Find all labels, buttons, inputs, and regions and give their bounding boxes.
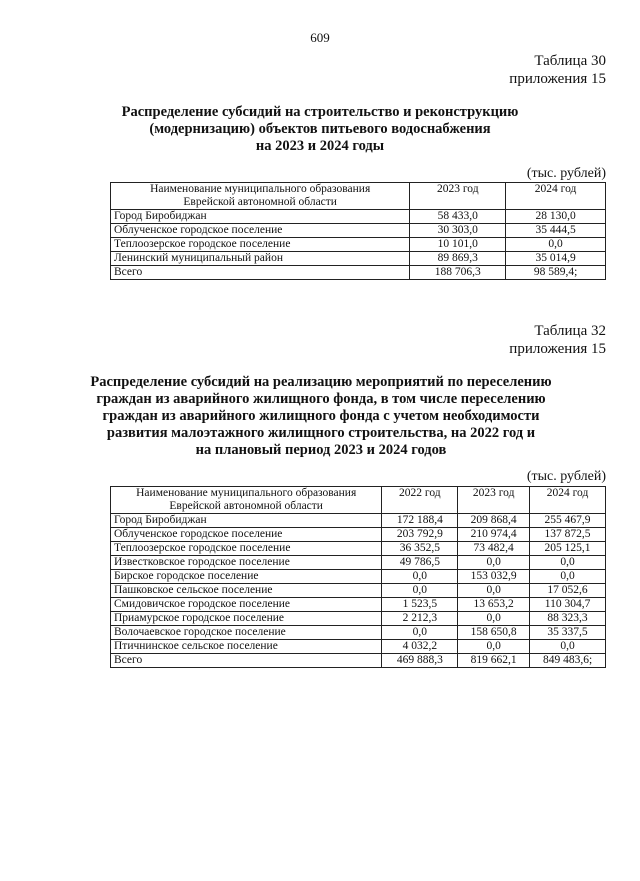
table-32-header-name-line2: Еврейской автономной области: [169, 500, 323, 512]
table-row: [111, 612, 606, 626]
row-name: Пашковское сельское поселение: [111, 584, 382, 598]
row-name: Облученское городское поселение: [111, 224, 410, 238]
row-name: Бирское городское поселение: [111, 570, 382, 584]
table-30-header-year: 2024 год: [506, 183, 606, 210]
table-row: [111, 556, 606, 570]
row-name: Птичнинское сельское поселение: [111, 640, 382, 654]
table-row: [111, 570, 606, 584]
row-value: 58 433,0: [410, 210, 506, 224]
table-30-header-name-line2: Еврейской автономной области: [183, 196, 337, 208]
row-value: 819 662,1: [458, 654, 530, 668]
row-name: Всего: [111, 654, 382, 668]
table-32-title-line3: граждан из аварийного жилищного фонда с учетом необходимости: [102, 408, 540, 424]
table-row: [111, 224, 606, 238]
row-value: 0,0: [458, 640, 530, 654]
table-32-title: [90, 374, 552, 459]
table-row: [111, 584, 606, 598]
table-30-label-line1: Таблица 30: [534, 53, 606, 69]
table-30-header-row: [111, 183, 606, 210]
row-name: Всего: [111, 266, 410, 280]
table-30-units: (тыс. рублей): [526, 166, 606, 181]
row-value: 110 304,7: [530, 598, 606, 612]
row-value: 88 323,3: [530, 612, 606, 626]
row-value: 28 130,0: [506, 210, 606, 224]
row-value: 205 125,1: [530, 542, 606, 556]
row-value: 49 786,5: [382, 556, 458, 570]
table-32-label-line2: приложения 15: [509, 341, 606, 357]
table-row: [111, 514, 606, 528]
table-30-title-line3: на 2023 и 2024 годы: [255, 138, 385, 154]
table-row: [111, 528, 606, 542]
table-32: [110, 486, 606, 668]
row-name: Город Биробиджан: [111, 514, 382, 528]
row-name: Смидовичское городское поселение: [111, 598, 382, 612]
table-row: [111, 238, 606, 252]
row-value: 137 872,5: [530, 528, 606, 542]
table-32-header-year: 2024 год: [530, 487, 606, 514]
row-value: 13 653,2: [458, 598, 530, 612]
row-value: 35 014,9: [506, 252, 606, 266]
table-32-header-name-line1: Наименование муниципального образования: [136, 487, 357, 499]
table-32-label: [509, 322, 606, 358]
row-value: 209 868,4: [458, 514, 530, 528]
table-32-title-line4: развития малоэтажного жилищного строительства, на 2022 год и: [106, 425, 536, 441]
table-32-header-year: 2022 год: [382, 487, 458, 514]
row-name: Облученское городское поселение: [111, 528, 382, 542]
table-30-header-year: 2023 год: [410, 183, 506, 210]
row-name: Теплоозерское городское поселение: [111, 238, 410, 252]
row-value: 849 483,6;: [530, 654, 606, 668]
row-value: 4 032,2: [382, 640, 458, 654]
row-value: 10 101,0: [410, 238, 506, 252]
table-30: [110, 182, 606, 280]
table-30-label-line2: приложения 15: [509, 71, 606, 87]
table-row: [111, 210, 606, 224]
row-value: 210 974,4: [458, 528, 530, 542]
row-name: Теплоозерское городское поселение: [111, 542, 382, 556]
table-32-title-line5: на плановый период 2023 и 2024 годов: [195, 442, 447, 458]
table-30-title-line2: (модернизацию) объектов питьевого водоснабжения: [149, 121, 491, 137]
table-32-title-line1: Распределение субсидий на реализацию мероприятий по переселению: [90, 374, 552, 390]
row-value: 0,0: [530, 556, 606, 570]
table-row: [111, 626, 606, 640]
row-value: 73 482,4: [458, 542, 530, 556]
table-row: [111, 640, 606, 654]
row-value: 0,0: [382, 584, 458, 598]
table-32-label-line1: Таблица 32: [534, 323, 606, 339]
row-value: 255 467,9: [530, 514, 606, 528]
row-value: 188 706,3: [410, 266, 506, 280]
row-name: Город Биробиджан: [111, 210, 410, 224]
row-value: 0,0: [382, 626, 458, 640]
table-32-header-row: [111, 487, 606, 514]
table-32-title-line2: граждан из аварийного жилищного фонда, в том числе переселению: [96, 391, 546, 407]
row-value: 0,0: [530, 640, 606, 654]
row-value: 0,0: [458, 556, 530, 570]
row-value: 30 303,0: [410, 224, 506, 238]
table-30-label: [509, 52, 606, 88]
table-30-header-name: [111, 183, 410, 210]
table-30-title-line1: Распределение субсидий на строительство и реконструкцию: [121, 104, 519, 120]
table-total-row: [111, 266, 606, 280]
row-value: 0,0: [530, 570, 606, 584]
row-value: 35 337,5: [530, 626, 606, 640]
row-name: Волочаевское городское поселение: [111, 626, 382, 640]
table-32-header-name: [111, 487, 382, 514]
row-value: 0,0: [382, 570, 458, 584]
table-row: [111, 252, 606, 266]
row-value: 158 650,8: [458, 626, 530, 640]
table-32-header-year: 2023 год: [458, 487, 530, 514]
row-value: 98 589,4;: [506, 266, 606, 280]
row-name: Ленинский муниципальный район: [111, 252, 410, 266]
row-value: 0,0: [506, 238, 606, 252]
table-32-units: (тыс. рублей): [526, 469, 606, 484]
row-value: 1 523,5: [382, 598, 458, 612]
row-value: 35 444,5: [506, 224, 606, 238]
row-value: 0,0: [458, 612, 530, 626]
table-row: [111, 542, 606, 556]
row-value: 36 352,5: [382, 542, 458, 556]
row-value: 469 888,3: [382, 654, 458, 668]
row-name: Приамурское городское поселение: [111, 612, 382, 626]
row-value: 203 792,9: [382, 528, 458, 542]
table-row: [111, 598, 606, 612]
row-value: 0,0: [458, 584, 530, 598]
table-30-header-name-line1: Наименование муниципального образования: [150, 183, 371, 195]
row-value: 89 869,3: [410, 252, 506, 266]
row-value: 172 188,4: [382, 514, 458, 528]
table-total-row: [111, 654, 606, 668]
row-value: 17 052,6: [530, 584, 606, 598]
row-value: 2 212,3: [382, 612, 458, 626]
table-30-title: [100, 104, 540, 155]
page-number: 609: [310, 30, 330, 45]
row-name: Известковское городское поселение: [111, 556, 382, 570]
row-value: 153 032,9: [458, 570, 530, 584]
